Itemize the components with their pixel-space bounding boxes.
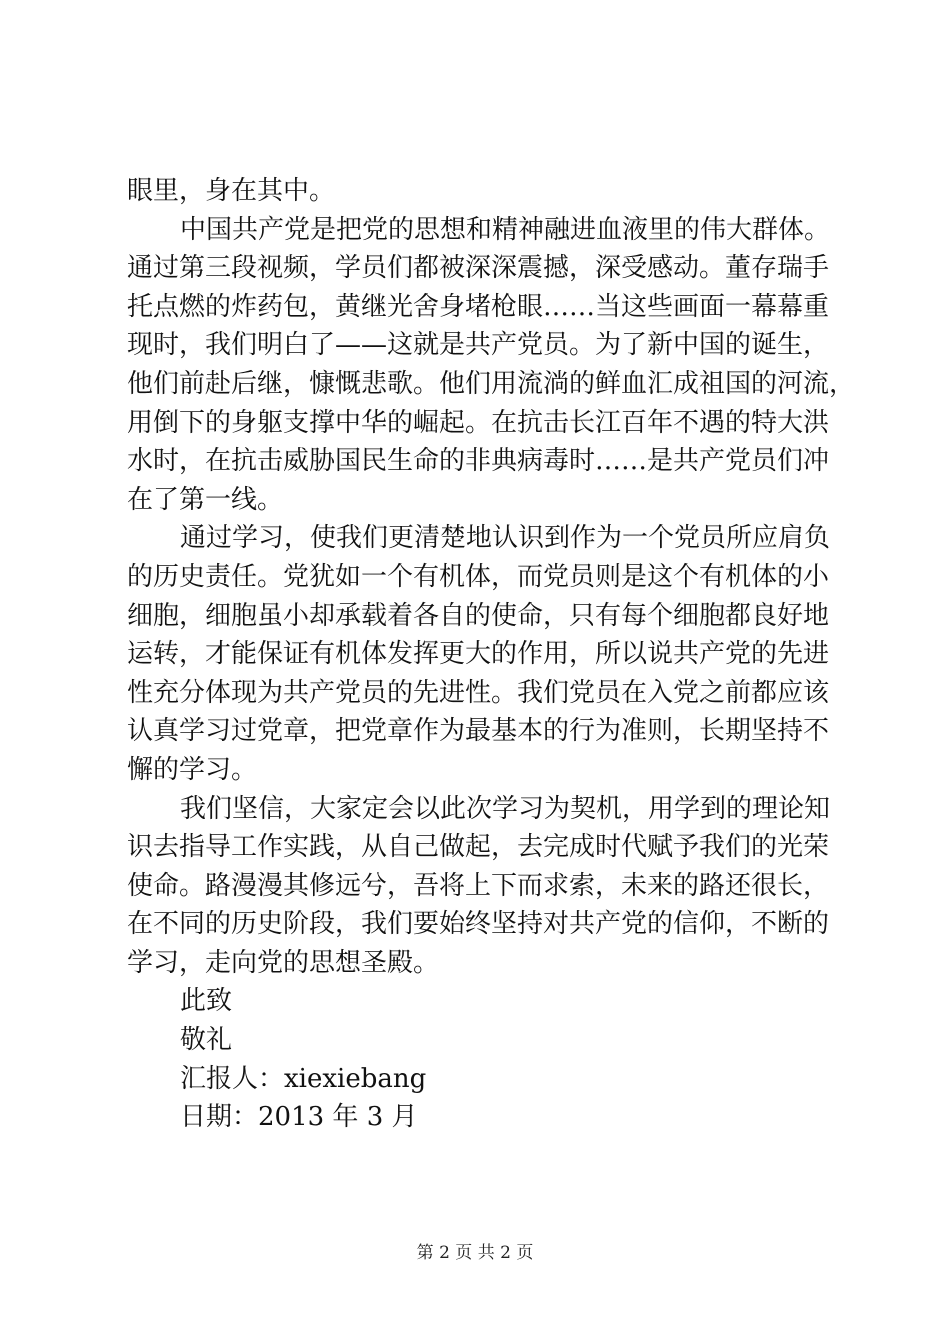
letter-body [127,172,856,1137]
text-line: 眼里，身在其中。 [127,176,336,206]
text-line: 现时，我们明白了——这就是共产党员。为了新中国的诞生， [127,330,830,361]
text-line: 水时，在抗击威胁国民生命的非典病毒时……是共产党员们冲 [127,446,830,477]
text-line: 此致 [180,986,233,1017]
text-line: 中国共产党是把党的思想和精神融进血液里的伟大群体。 [180,214,831,245]
text-line: 敬礼 [180,1025,233,1056]
text-line: 细胞，细胞虽小却承载着各自的使命，只有每个细胞都良好地 [127,600,830,631]
text-line: 识去指导工作实践，从自己做起，去完成时代赋予我们的光荣 [127,832,830,863]
text-line: 日期：2013 年 3 月 [180,1102,418,1133]
text-line: 托点燃的炸药包，黄继光舍身堵枪眼……当这些画面一幕幕重 [127,291,830,322]
text-line: 运转，才能保证有机体发挥更大的作用，所以说共产党的先进 [127,639,830,670]
text-line: 他们前赴后继，慷慨悲歌。他们用流淌的鲜血汇成祖国的河流， [127,368,856,399]
text-line: 使命。路漫漫其修远兮，吾将上下而求索，未来的路还很长， [127,870,830,901]
text-line: 通过学习，使我们更清楚地认识到作为一个党员所应肩负 [180,523,831,554]
text-line: 懈的学习。 [127,754,258,785]
text-line: 汇报人：xiexiebang [180,1063,427,1094]
text-line: 用倒下的身躯支撑中华的崛起。在抗击长江百年不遇的特大洪 [127,407,830,438]
text-line: 认真学习过党章，把党章作为最基本的行为准则，长期坚持不 [127,716,830,747]
text-line: 在了第一线。 [127,484,284,515]
text-line: 在不同的历史阶段，我们要始终坚持对共产党的信仰，不断的 [127,909,830,940]
text-line: 性充分体现为共产党员的先进性。我们党员在入党之前都应该 [127,677,830,708]
text-line: 我们坚信，大家定会以此次学习为契机，用学到的理论知 [180,793,831,824]
text-line: 通过第三段视频，学员们都被深深震撼，深受感动。董存瑞手 [127,253,830,284]
page-footer: 第 2 页 共 2 页 [416,1243,534,1263]
text-line: 的历史责任。党犹如一个有机体，而党员则是这个有机体的小 [127,561,830,592]
text-line: 学习，走向党的思想圣殿。 [127,947,440,978]
